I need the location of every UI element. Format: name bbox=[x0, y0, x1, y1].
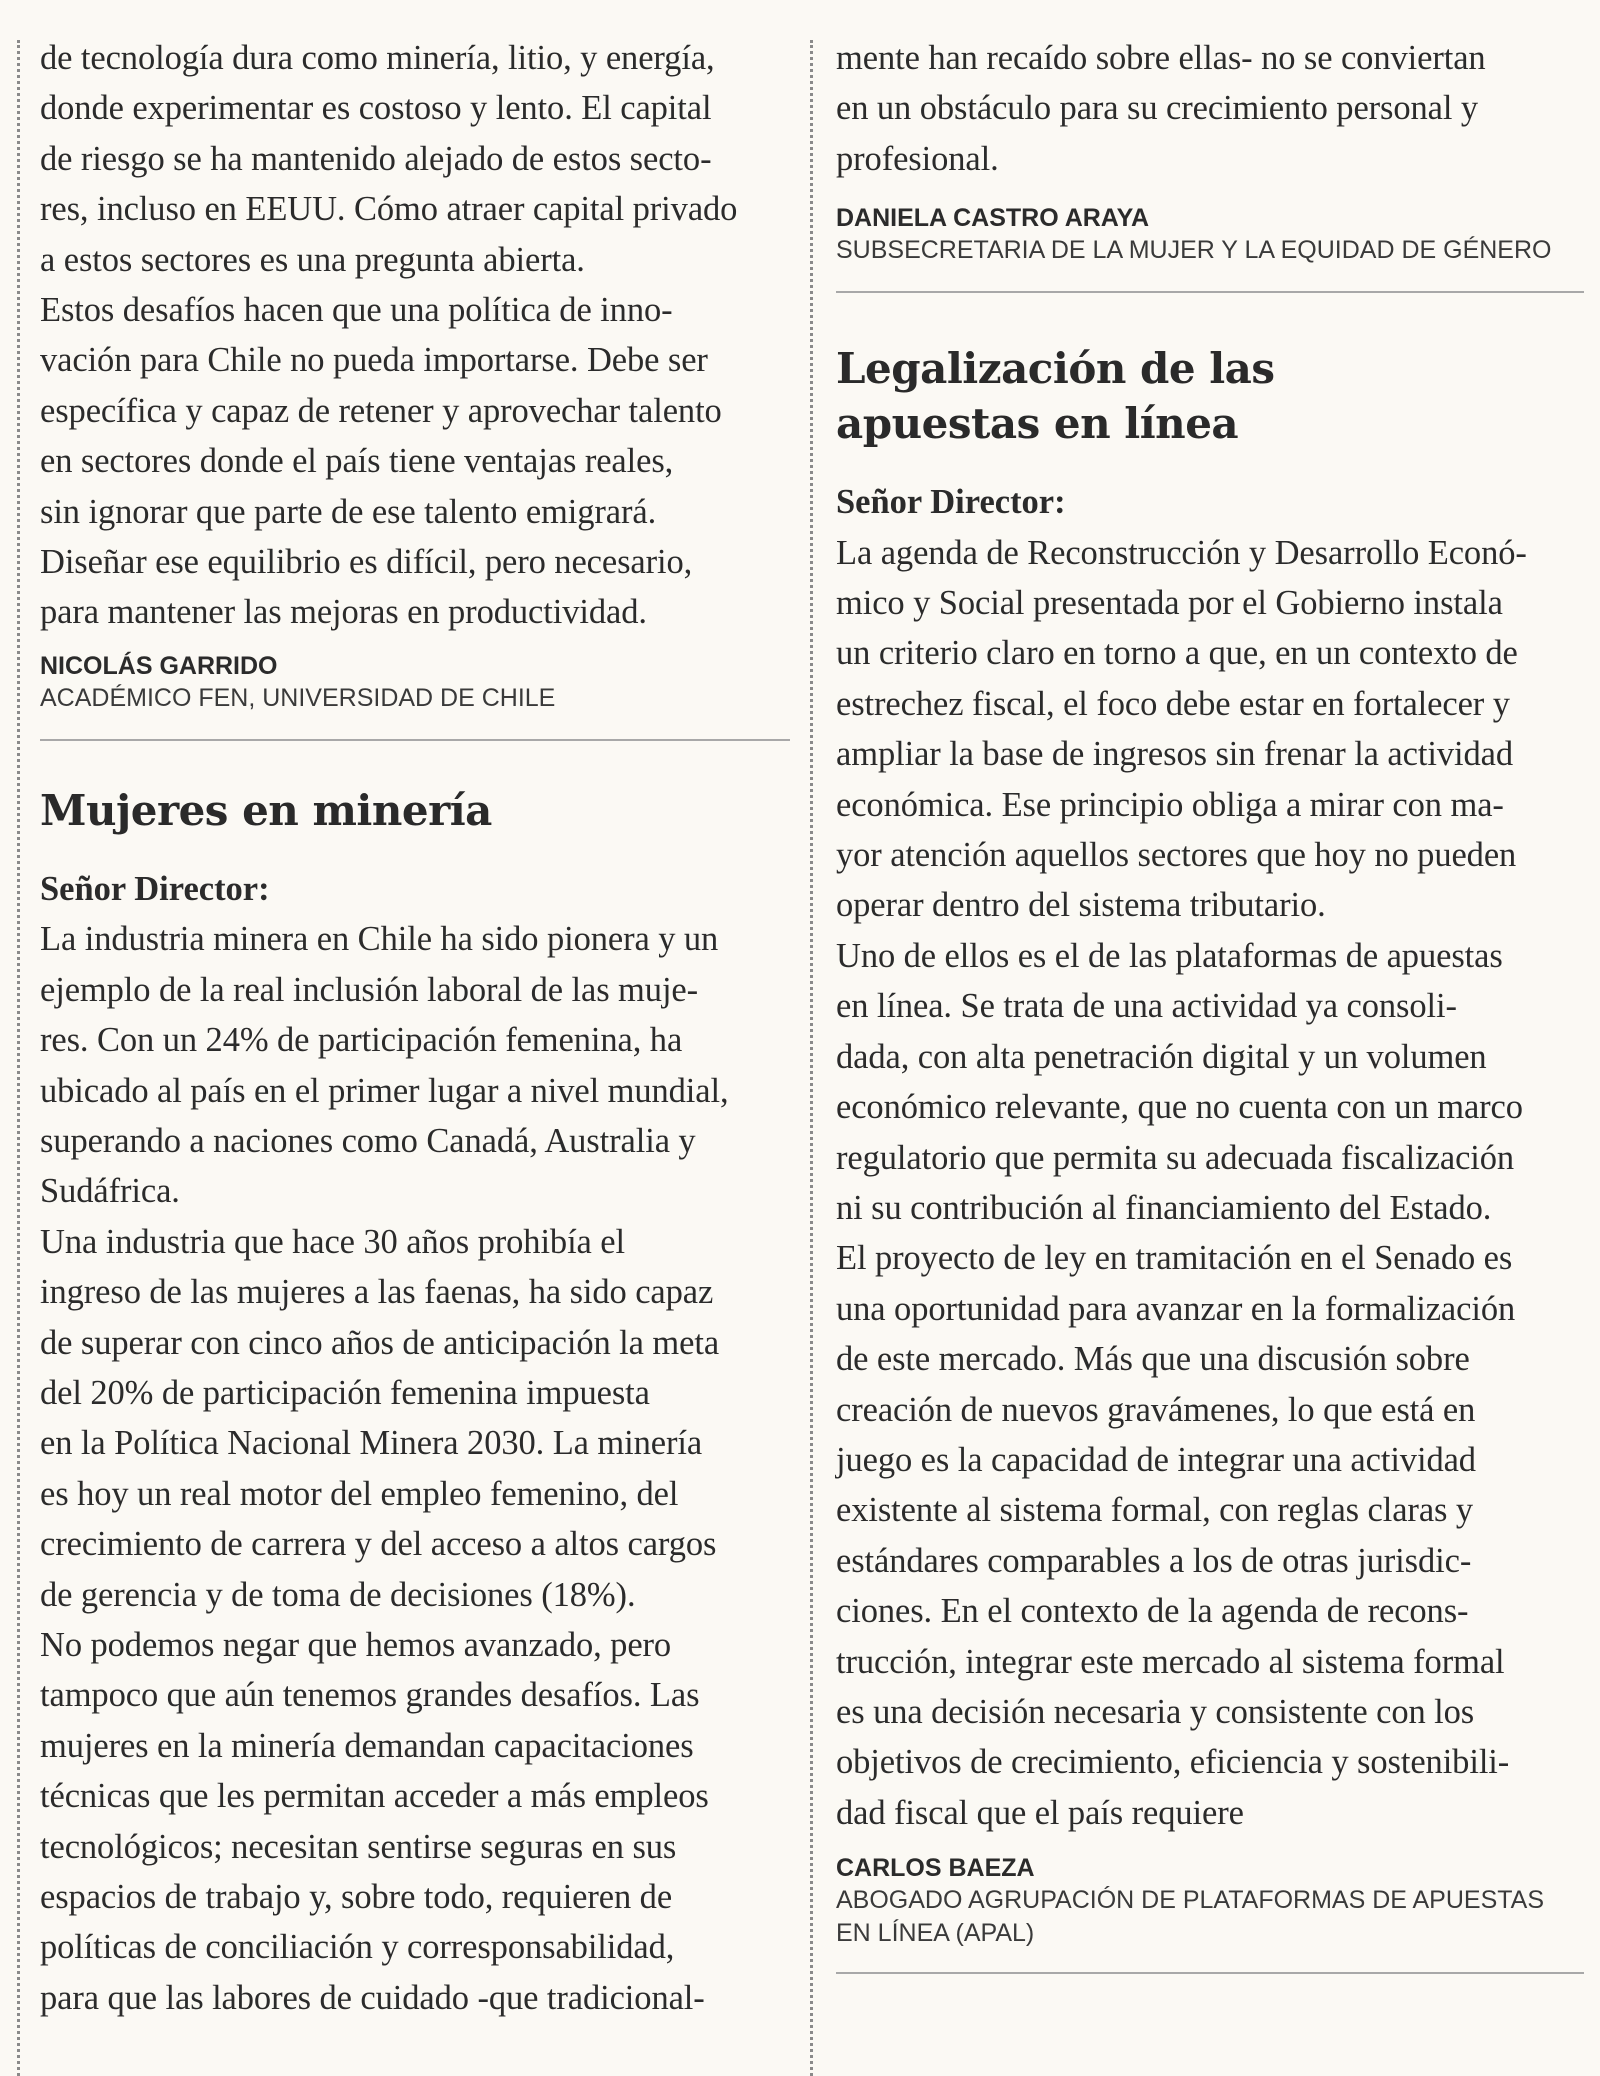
letter-salutation: Señor Director: bbox=[40, 869, 270, 908]
continued-letter-text: de tecnología dura como minería, litio, y energía, donde experimentar es costoso y lento. El capital de riesgo se ha mantenido alejado de estos secto- res, incluso en EEUU. Cómo atraer capital privado a estos sectores es una pregunta abierta. Estos desafíos hacen que una política de inno- vación para Chile no pueda importarse. Debe ser específica y capaz de retener y aprovechar talento en sectores donde el país tiene ventajas reales, sin ignorar que parte de ese talento emigrará. Diseñar ese equilibrio es difícil, pero necesario, para mantener las mejoras en productividad. bbox=[40, 39, 738, 632]
letter-salutation: Señor Director: bbox=[836, 483, 1066, 522]
right-column bbox=[836, 0, 1584, 1974]
section-divider bbox=[836, 291, 1584, 293]
author-name: NICOLÁS GARRIDO bbox=[40, 651, 278, 680]
letter-headline: Legalización de las apuestas en línea bbox=[836, 344, 1275, 449]
letter-headline: Mujeres en minería bbox=[40, 785, 492, 835]
section-divider bbox=[40, 739, 790, 741]
column-dotted-divider bbox=[810, 40, 813, 2076]
left-column bbox=[40, 0, 790, 2023]
letter-body: La industria minera en Chile ha sido pionera y un ejemplo de la real inclusión laboral de las muje- res. Con un 24% de participación femenina, ha ubicado al país en el primer lugar a nivel mundial, superando a naciones como Canadá, Australia y Sudáfrica. Una industria que hace 30 años prohibía el ingreso de las mujeres a las faenas, ha sido capaz de superar con cinco años de anticipación la meta del 20% de participación femenina impuesta en la Política Nacional Minera 2030. La minería es hoy un real motor del empleo femenino, del crecimiento de carrera y del acceso a altos cargos de gerencia y de toma de decisiones (18%). No podemos negar que hemos avanzado, pero tampoco que aún tenemos grandes desafíos. Las mujeres en la minería demandan capacitaciones técnicas que les permitan acceder a más empleos tecnológicos; necesitan sentirse seguras en sus espacios de trabajo y, sobre todo, requieren de políticas de conciliación y corresponsabilidad, para que las labores de cuidado -que tradicional- bbox=[40, 920, 729, 2017]
continued-letter-text: mente han recaído sobre ellas- no se conviertan en un obstáculo para su crecimiento personal y profesional. bbox=[836, 39, 1486, 178]
author-role: ACADÉMICO FEN, UNIVERSIDAD DE CHILE bbox=[40, 683, 556, 712]
author-name: DANIELA CASTRO ARAYA bbox=[836, 204, 1150, 233]
author-role: ABOGADO AGRUPACIÓN DE PLATAFORMAS DE APUESTAS EN LÍNEA (APAL) bbox=[836, 1886, 1545, 1948]
letter-body: La agenda de Reconstrucción y Desarrollo Econó- mico y Social presentada por el Gobierno instala un criterio claro en torno a que, en un contexto de estrechez fiscal, el foco debe estar en fortalecer y ampliar la base de ingresos sin frenar la actividad económica. Ese principio obliga a mirar con ma- yor atención aquellos sectores que hoy no pueden operar dentro del sistema tributario. Uno de ellos es el de las plataformas de apuestas en línea. Se trata de una actividad ya consoli- dada, con alta penetración digital y un volumen económico relevante, que no cuenta con un marco regulatorio que permita su adecuada fiscalización ni su contribución al financiamiento del Estado. El proyecto de ley en tramitación en el Senado es una oportunidad para avanzar en la formalización de este mercado. Más que una discusión sobre creación de nuevos gravámenes, lo que está en juego es la capacidad de integrar una actividad existente al sistema formal, con reglas claras y estándares comparables a los de otras jurisdic- ciones. En el contexto de la agenda de recons- trucción, integrar este mercado al sistema formal es una decisión necesaria y consistente con los objetivos de crecimiento, eficiencia y sostenibili- dad fiscal que el país requiere bbox=[836, 533, 1527, 1832]
author-role: SUBSECRETARIA DE LA MUJER Y LA EQUIDAD DE GÉNERO bbox=[836, 236, 1552, 265]
left-dotted-border bbox=[17, 40, 20, 2076]
author-name: CARLOS BAEZA bbox=[836, 1854, 1035, 1883]
section-divider bbox=[836, 1972, 1584, 1974]
